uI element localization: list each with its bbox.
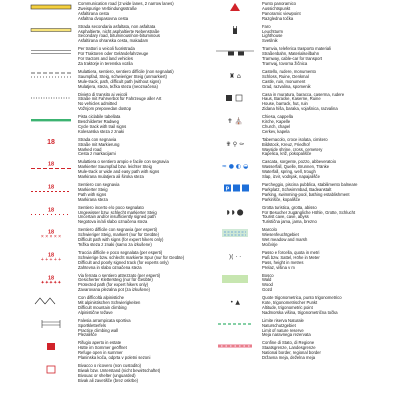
num-18-dot-icon [30,183,72,193]
legend-entry-left-8 [30,183,208,203]
tabernacle-icon [214,138,256,148]
legend-entry-line: Strada secondaria asfaltata, non asfaltata [78,23,156,29]
legend-entry-line: Sentiero incerto e/o poco segnalato [78,204,144,210]
legend-entry-line: Cesta z markacijami [78,151,116,157]
legend-entry-line: Tramvaj, tovorna žičnica [262,60,308,66]
trail-number-label: 18 [47,139,55,147]
legend-entry-text [78,93,161,113]
legend-entry-text [262,138,328,158]
legend-entry-line: Mule-track, path, difficult path (without signs) [78,78,161,84]
hut-open-icon [30,364,72,374]
legend-entry-line: Slap, izvir, vodnjak, napajališče [262,174,320,180]
legend-entry-line: Beschilderter Radweg [78,119,119,125]
road-double-icon [30,47,72,57]
pass-icon [214,251,256,261]
legend-entry-line: Naturschutzgebiet [262,322,296,328]
rock-icon [214,296,256,306]
legend-entry-line: Zidana hiša, baraka, vojašnica, razvalina [262,106,338,112]
legend-entry-right-15 [214,341,392,361]
legend-entry-line: Bivak ali zavetišče (brez oskrbe) [78,377,139,383]
legend-entry-line: Pista ciclabile tabellata [78,114,121,120]
legend-entry-line: Wayside shrine, cross, cemetery [262,146,323,152]
legend-entry-line: Markirana mulatjera ali široka steza [78,174,144,180]
legend-entry-line: Parkirišče, kopališče [262,196,301,202]
num-18-dash-icon [30,160,72,170]
legend-entry-text [78,2,174,22]
legend-entry-text [262,25,283,45]
legend-entry-text [78,319,131,339]
legend-entry-line: Za traktorje in terenska vozila [78,60,133,66]
legend-entry-left-9 [30,206,208,226]
legend-entry-line: Prelaz, višina v m [262,264,295,270]
legend-entry-line: Altitude, trigonometric point [262,304,313,310]
legend-entry-left-10 [30,228,208,248]
legend-entry-text [78,341,150,361]
legend-entry-line: Razgledna točka [262,15,294,21]
legend-entry-line: Limit of nature reserve [262,327,304,333]
legend-column-right [214,2,392,387]
legend-entry-line: Aussichtspunkt [262,5,291,11]
legend-entry-line: Bildstock, Kreuz, Friedhof [262,141,310,147]
legend-entry-line: Markierter Saumpfad bzw. leichter Steig [78,164,153,170]
legend-entry-line: Church, chapel [262,123,291,129]
legend-entry-line: Težka steza z znaki (samo za izkušene) [78,241,152,247]
legend-entry-line: Uncertain and/or insufficiently signed path [78,214,156,220]
legend-entry-line: Turistična jama, jama, brezno [262,219,317,225]
legend-entry-text [78,160,169,180]
legend-entry-line: Cycle track with trail signs [78,123,127,129]
border-icon [214,341,256,351]
legend-entry-line: Punto panoramico [262,1,296,6]
legend-entry-line: Schwieriger Steig, markiert (nur für Geübte) [78,232,159,238]
legend-entry-right-7 [214,160,392,180]
legend-entry-right-2 [214,47,392,67]
reserve-icon [214,319,256,329]
legend-entry-text [262,2,301,22]
cycle-green-icon [30,115,72,125]
legend-entry-line: Confine di Stato, di Regione [262,340,315,346]
legend-entry-line: Tourist cave, cave, abyss [262,214,309,220]
legend-entry-line: Casa in muratura, baracca, caserma, rudere [262,91,345,97]
forest-icon [214,274,256,284]
legend-entry-line: National border, regional border [262,350,321,356]
legend-entry-right-4 [214,93,392,113]
legend-entry-line: Via ferrata o sentiero attrezzato (per esperti) [78,272,161,278]
road-yellow-thin-icon [30,25,72,35]
legend-entry-line: Saumpfad, Steig, schwieriger Steig (unmarkiert) [78,73,167,79]
svg-text:+ + + + +: + + + + + [40,256,62,261]
legend-entry-line: Con difficoltà alpinistiche [78,295,125,301]
legend-entry-left-6 [30,138,208,158]
legend-entry-line: Waterfall, spring, well, trough [262,169,316,175]
legend-entry-line: Mulatjera, steza, težka steza (neoznačena) [78,83,158,89]
legend-entry-line: Wiesenfeuchtgebiet [262,232,299,238]
legend-entry-line: Grotta turistica, grotta, abisso [262,204,317,210]
legend-entry-text [78,251,184,271]
num-18-ferrata-icon [30,274,72,284]
legend-entry-line: Biwak bzw. Unterstand (nicht bewirtschaftet) [78,367,161,373]
legend-entry-line: Državna meja, deželna meja [262,355,316,361]
legend-entry-text [78,183,119,203]
svg-text:✝ ⛪: ✝ ⛪ [227,117,243,126]
legend-entry-line: Grad, razvalina, spomenik [262,83,311,89]
legend-entry-line: Lighthouse [262,33,283,39]
legend-entry-line: Castle, ruin, monument [262,78,306,84]
legend-entry-right-3 [214,70,392,90]
legend-entry-line: Sportkletterfels [78,322,106,328]
legend-entry-text [262,228,307,248]
legend-entry-line: Leuchtturm [262,28,283,34]
legend-entry-line: Parcheggio, piscina pubblica, stabilimento balneare [262,182,358,187]
track-dotted-icon [30,93,72,103]
legend-entry-line: Panoramic viewpoint [262,10,301,16]
svg-text:× × × × ×: × × × × × [40,234,62,239]
legend-entry-left-11 [30,251,208,271]
legend-entry-line: Paß bzw. Sattel, Höhe in Meter [262,254,320,260]
legend-entry-line: Secondary road, bituminous/non-bituminous [78,33,160,39]
legend-column-left [30,2,208,387]
legend-entry-line: Protected path (for expert hikers only) [78,282,149,288]
legend-entry-line: Refuge open in summer [78,350,123,356]
legend-entry-text [78,70,174,90]
legend-entry-line: Tabernacolo, croce isolata, cimitero [262,136,328,142]
legend-entry-line: Castello, rudere, monumento [262,68,316,74]
legend-entry-text [78,47,148,67]
legend-entry-text [78,364,160,384]
legend-entry-line: Wet meadow and marsh [262,237,308,243]
legend-entry-line: Schwierige bzw. schlecht markierte Spur (nur für Geübte) [78,254,185,260]
castle-icon [214,70,256,80]
legend-entry-text [262,206,355,226]
legend-entry-line: Negotova in/ali slabo označena steza [78,219,148,225]
legend-entry-line: Pass, height in metres [262,259,304,265]
legend-entry-text [262,93,344,113]
svg-text:◗ ◗ ⬤: ◗ ◗ ⬤ [226,208,244,216]
legend-entry-text [262,251,320,271]
legend-entry-text [262,274,274,294]
legend-entry-line: Kapelica, križ, pokopališče [262,151,312,157]
legend-entry-line: Svetilnik [262,38,278,44]
legend-entry-line: Gozd [262,287,273,293]
legend-entry-line: Für Traktoren oder Geländefahrzeuge [78,51,149,57]
grotto-icon [214,206,256,216]
tram-icon [214,47,256,57]
num-18-sparse-icon [30,206,72,216]
legend-entry-left-4 [30,93,208,113]
svg-text:♜ ⌂: ♜ ⌂ [228,71,242,80]
legend-entry-line: Practice climbing wall [78,327,119,333]
legend-entry-right-10 [214,228,392,248]
legend-entry-line: Quote trigonometrica, punto trigonometrico [262,295,342,301]
legend-entry-line: Straße mit Fahrverbot für Fahrzeuge aller Art [78,96,162,102]
legend-entry-line: Gesicherter Klettersteig (nur für Geübte) [78,277,153,283]
legend-entry-text [78,274,160,294]
legend-entry-text [78,138,119,158]
num-18-plus-icon [30,251,72,261]
legend-entry-line: Path with signs [78,191,107,197]
legend-entry-line: Markirana steza [78,196,108,202]
legend-entry-right-6 [214,138,392,158]
legend-entry-line: Difficult and poorly signed track (for experts only) [78,259,169,265]
legend-entry-left-7 [30,160,208,180]
legend-entry-line: For tractors and land vehicles [78,56,133,62]
legend-entry-right-11 [214,251,392,271]
legend-entry-line: Mulattiera o sentiero ampio e facile con segnavia [78,159,169,165]
legend-entry-line: Kote, trigonometrischer Punkt [262,300,318,306]
legend-entry-line: Communication road (2 wide lanes, 2 narrow lanes) [78,1,174,6]
legend-entry-line: Meja naravnega rezervata [262,332,311,338]
legend-entry-left-1 [30,25,208,45]
legend-entry-right-9 [214,206,392,226]
legend-entry-right-8 [214,183,392,203]
legend-entry-line: Passo e forcella, quota in metri [262,249,320,255]
legend-entry-line: Falesia arrampicata sportiva [78,317,131,323]
marsh-icon [214,228,256,238]
legend-entry-text [78,115,126,135]
legend-entry-line: Asfaltna dvopasovna cesta [78,15,129,21]
svg-text:18: 18 [47,252,55,259]
ladder-icon [30,319,72,329]
legend-entry-text [78,296,140,316]
legend-entry-line: Cerkev, kapela [262,128,290,134]
legend-entry-line: Kirche, Kapelle [262,119,291,125]
legend-entry-line: Markierter Steig [78,186,108,192]
svg-text:18: 18 [47,229,55,236]
legend-entry-left-12 [30,274,208,294]
legend-entry-line: Asfaltirana ohranska cesta, makadam [78,38,149,44]
legend-entry-line: Traccia difficile e poco segnalata (per esperti) [78,249,163,255]
legend-entry-text [262,115,293,135]
num-18-red-icon [30,138,72,148]
svg-text:P: P [225,186,230,193]
legend-entry-line: Bosco [262,272,274,278]
legend-entry-right-5 [214,115,392,135]
legend-entry-text [262,47,331,67]
legend-entry-line: Schloss, Ruine, Denkmal [262,73,309,79]
legend-entry-text [262,341,321,361]
legend-entry-line: Sentiero con segnavia [78,182,120,187]
cave-icon [214,160,256,170]
svg-text:18: 18 [47,275,55,281]
legend-entry-line: Asphaltierte, nicht asphaltierte Nebenstraße [78,28,160,34]
legend-entry-left-3 [30,70,208,90]
legend-entry-line: Marcolo [262,227,277,233]
legend-entry-line: Difficult mountain climbing [78,304,127,310]
legend-entry-right-12 [214,274,392,294]
legend-entry-line: Alpinistične težave [78,309,113,315]
road-yellow-icon [30,2,72,12]
legend-entry-line: House, barrack, hut, ruin [262,101,308,107]
legend-entry-text [262,183,357,203]
legend-entry-line: Mit alpinistischen Schwierigkeiten [78,300,141,306]
svg-text:• ▲: • ▲ [229,299,241,307]
legend-entry-line: Tramway, cable-car for transport [262,56,323,62]
legend-entry-left-14 [30,319,208,339]
legend-entry-line: Haus, Baracke, Kaserne, Ruine [262,96,321,102]
legend-entry-left-5 [30,115,208,135]
num-18-cross-icon [30,228,72,238]
legend-entry-text [262,296,342,316]
church-icon [214,115,256,125]
legend-entry-line: Rifugio aperto in estate [78,340,122,346]
legend-entry-line: Hütte im Sommer geöffnet [78,345,127,351]
legend-entry-line: Für Besucher zugängliche Höhle, Grotte, Schlucht [262,209,356,215]
legend-entry-line: Nadmorska višina, trigonometrična točka [262,309,338,315]
legend-entry-line: Zweispurige Verbindungsstraße [78,5,137,11]
parking-icon [214,183,256,193]
legend-entry-right-14 [214,319,392,339]
legend-entry-line: Kolesarska steza z znaki [78,128,125,134]
legend-entry-line: Limite riserva Naturale [262,317,304,323]
legend-entry-text [262,319,311,339]
svg-text:)( · ·: )( · · [228,253,242,261]
legend-entry-line: Straßenbahn, Materialseilbahn [262,51,320,57]
legend-entry-line: Mulattiera, sentiero, sentiero difficile (non segnalati) [78,68,174,74]
track-dashed-icon [30,70,72,80]
climb-icon [30,296,72,306]
legend-entry-text [262,160,336,180]
legend-entry-line: Vožnjom prepovedan dostop [78,106,132,112]
legend-entry-line: Plezališče [78,332,97,338]
triangle-red-icon [214,2,256,12]
legend-entry-line: Staatsgrenze, Landesgrenze [262,345,316,351]
hut-red-icon [30,341,72,351]
legend-entry-right-0 [214,2,392,22]
legend-entry-line: Wald [262,277,272,283]
legend-entry-line: Močvirje [262,241,278,247]
legend-entry-left-16 [30,364,208,384]
legend-entry-line: Asfaltirana cesta [78,10,109,16]
legend-entry-text [78,206,157,226]
legend-entry-line: Planinska koča, odprta v poletni sezoni [78,355,151,361]
svg-text:≈ ● ◐ ◒: ≈ ● ◐ ◒ [221,163,249,171]
legend-entry-text [262,70,316,90]
legend-entry-right-13 [214,296,392,316]
legend-entry-line: No vehicles admitted [78,101,117,107]
legend-entry-line: Tramvia, teleferica trasporto materiali [262,46,331,52]
svg-text:✦✦✦✦✦: ✦✦✦✦✦ [40,279,62,284]
legend-entry-line: Chiesa, cappella [262,114,293,120]
svg-text:18: 18 [47,184,55,191]
legend-entry-left-0 [30,2,208,22]
legend-entry-line: Zahtevna in slabo označena steza [78,264,142,270]
legend-entry-line: Bivouac or shelter (unguarded) [78,372,136,378]
legend-entry-line: Parkplatz, Schwimmbad, Badeanstalt [262,186,332,192]
legend-entry-right-1 [214,25,392,45]
legend-entry-text [78,228,163,248]
svg-text:18: 18 [47,207,55,214]
legend-entry-line: Strada con segnavia [78,136,117,142]
houses-icon [214,93,256,103]
legend-entry-left-13 [30,296,208,316]
legend-entry-text [78,25,160,45]
legend-entry-line: Mule-track or wide and easy path with signs [78,169,160,175]
legend-entry-line: Difficult path with signs (for expert hikers only) [78,237,164,243]
legend-entry-line: Parking, swimming-pool, bathing establishment [262,191,350,197]
legend-entry-line: Wood [262,282,273,288]
legend-entry-line: Per trattori o veicoli fuoristrada [78,46,135,52]
lighthouse-icon [214,25,256,35]
legend-entry-left-2 [30,47,208,67]
legend-entry-line: Ungewisser bzw. schlecht markierter Steig [78,209,157,215]
legend-entry-line: Wasserfall, Quelle, Brunnen, Tränke [262,164,330,170]
legend-entry-line: Sentiero difficile con segnavia (per esperti) [78,227,158,233]
legend-entry-line: Zavarovana plezalna pot (za izkušene) [78,287,150,293]
legend-entry-line: Straße mit Markierung [78,141,120,147]
svg-text:18: 18 [47,161,55,168]
legend-entry-line: Divieto di transito ai veicoli [78,91,128,97]
legend-entry-line: Bivacco o ricovero (non custodito) [78,363,142,368]
svg-text:✟ ⚲ ⚰: ✟ ⚲ ⚰ [225,140,245,148]
legend-entry-left-15 [30,341,208,361]
legend-entry-line: Cascata, sorgente, pozzo, abbeveratoio [262,159,337,165]
legend-entry-line: Faro [262,23,271,29]
legend-entry-line: Marked road [78,146,102,152]
